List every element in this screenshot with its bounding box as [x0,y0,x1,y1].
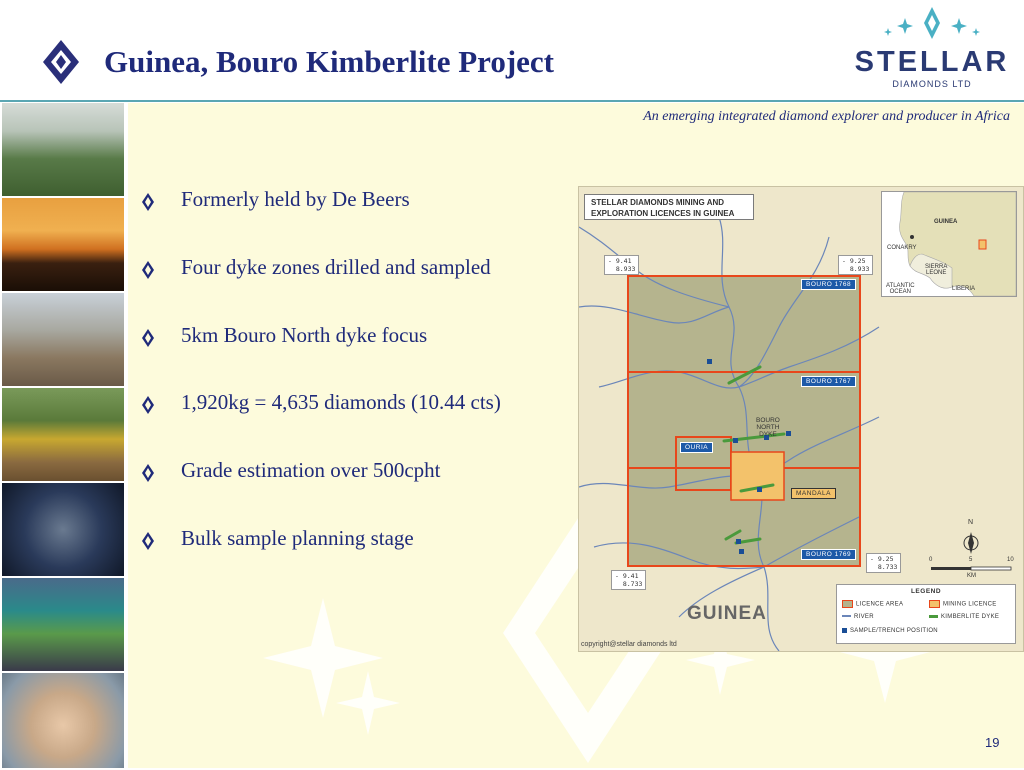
licence-label-ouria: OURIA [680,442,713,453]
photo-hand-diamond [2,673,124,770]
list-item [142,187,582,255]
scale-unit: KM [967,573,976,579]
licence-map [578,186,1024,652]
copyright: copyright@stellar diamonds ltd [581,641,677,648]
dyke-icon [929,615,938,618]
photo-forest [2,103,124,198]
photo-drill-rig [2,388,124,483]
legend-item: MINING LICENCE [929,600,997,608]
licence-label-bouro-1768: BOURO 1768 [801,279,856,290]
diamond-bullet-icon [142,261,154,279]
page-number: 19 [985,735,1000,750]
dyke-label: BOURO NORTH DYKE [756,417,780,438]
mining-licence-mandala [731,452,784,500]
logo-subtitle: DIAMONDS LTD [892,79,972,89]
coord-label: - 9.25 8.933 [838,255,873,275]
licence-label-mandala: MANDALA [791,488,836,499]
country-label: GUINEA [687,603,767,624]
compass-icon [964,532,978,554]
company-logo [852,6,1012,92]
diamond-bullet-icon [142,396,154,414]
legend-item: LICENCE AREA [842,600,903,608]
inset-label-conakry: CONAKRY [887,245,917,251]
scale-label: 5 [969,557,973,563]
coord-label: - 9.25 8.733 [866,553,901,573]
photo-strip [0,103,126,768]
list-item [142,458,582,526]
page-title: Guinea, Bouro Kimberlite Project [104,44,554,79]
diamond-bullet-icon [142,464,154,482]
legend-item: KIMBERLITE DYKE [929,614,999,620]
bullet-text: Four dyke zones drilled and sampled [181,254,491,279]
licence-label-bouro-1767: BOURO 1767 [801,376,856,387]
inset-label-guinea: GUINEA [934,219,958,225]
mining-licence-swatch [929,600,940,608]
legend-item: SAMPLE/TRENCH POSITION [842,628,938,634]
licence-area [628,276,860,566]
map-title: STELLAR DIAMONDS MINING AND EXPLORATION LICENCES IN GUINEA [584,194,754,220]
bullet-text: Formerly held by De Beers [181,187,410,211]
inset-label-sierra-leone: SIERRA LEONE [925,264,948,276]
legend-title: LEGEND [910,588,942,595]
scale-label: 0 [929,557,933,563]
legend-item: RIVER [842,614,874,620]
watermark-star-icon [333,668,403,738]
logo-name: STELLAR [854,46,1010,78]
diamond-bullet-icon [142,329,154,347]
licence-label-bouro-1769: BOURO 1769 [801,549,856,560]
photo-processing [2,578,124,673]
compass-label: N [968,519,974,526]
inset-label-liberia: LIBERIA [952,286,976,292]
scale-bar [931,567,1011,570]
bullet-text: Grade estimation over 500cpht [181,458,441,483]
slide-header [0,0,1024,100]
tagline: An emerging integrated diamond explorer and producer in Africa [643,109,1010,124]
list-item [142,323,582,391]
inset-map [881,191,1017,297]
coord-label: - 9.41 8.933 [604,255,639,275]
inset-map-drawing [882,192,1016,296]
map-legend [836,584,1016,644]
diamond-bullet-icon [142,532,154,550]
sample-icon [842,628,847,633]
list-item [142,390,582,458]
list-item [142,526,582,594]
bullet-text: 5km Bouro North dyke focus [181,322,428,347]
list-item [142,255,582,323]
diamond-icon [41,38,81,86]
bullet-list [142,187,582,594]
stars-icon [880,6,984,42]
photo-diamonds [2,483,124,578]
header-divider [0,100,1024,102]
river-icon [842,615,851,617]
bullet-text: 1,920kg = 4,635 diamonds (10.44 cts) [181,390,501,415]
coord-label: - 9.41 8.733 [611,570,646,590]
photo-plant [2,293,124,388]
scale-label: 10 [1007,557,1014,563]
inset-label-atlantic: ATLANTIC OCEAN [886,283,915,295]
bullet-text: Bulk sample planning stage [181,525,414,550]
licence-area-swatch [842,600,853,608]
photo-sunset [2,198,124,293]
diamond-bullet-icon [142,193,154,211]
